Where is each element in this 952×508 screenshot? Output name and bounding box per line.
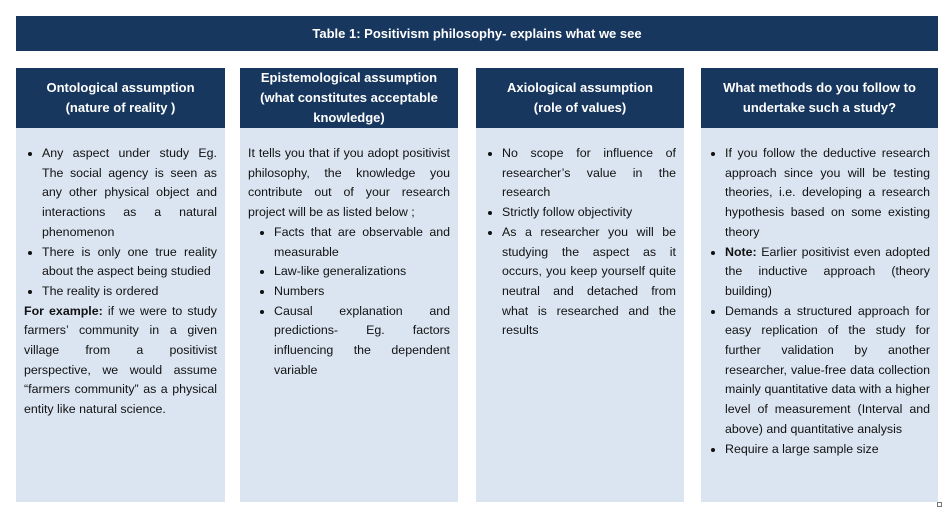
list-item xyxy=(725,243,930,302)
heading-line: Epistemological assumption xyxy=(260,70,438,85)
bullet-list xyxy=(24,144,217,302)
resize-handle xyxy=(937,502,942,507)
table-title: Table 1: Positivism philosophy- explains what we see xyxy=(16,16,938,51)
column-heading xyxy=(16,68,225,128)
column-heading xyxy=(240,68,458,128)
heading-line: (role of values) xyxy=(533,100,627,115)
note-label: Note: xyxy=(725,244,757,259)
list-item: • Demands a structured approach for easy replication of the study for further validation by another researcher, value-free data collection mainly quantitative data with a higher level of measurement (Interval and above) and quantitative analysis xyxy=(725,302,930,440)
list-item: • The reality is ordered xyxy=(42,282,217,302)
heading-line: Axiological assumption xyxy=(507,80,653,95)
column-ontological xyxy=(16,68,225,502)
heading-line: (nature of reality ) xyxy=(65,100,176,115)
list-item: • Law-like generalizations xyxy=(274,262,450,282)
column-body xyxy=(240,128,458,380)
list-item: • If you follow the deductive research approach since you will be testing theories, i.e. developing a research hypothesis based on some existing theory xyxy=(725,144,930,243)
list-item: • As a researcher you will be studying the aspect as it occurs, you keep yourself quite neutral and detached from what is researched and the results xyxy=(502,223,676,341)
column-methods xyxy=(701,68,938,502)
example-label: For example: xyxy=(24,303,103,318)
list-item: • Causal explanation and predictions- Eg. factors influencing the dependent variable xyxy=(274,302,450,381)
column-body xyxy=(476,128,684,341)
example-paragraph xyxy=(24,302,217,420)
list-item: • Facts that are observable and measurable xyxy=(274,223,450,262)
column-epistemological xyxy=(240,68,458,502)
list-item: • Numbers xyxy=(274,282,450,302)
column-heading xyxy=(701,68,938,128)
intro-paragraph: It tells you that if you adopt positivist philosophy, the knowledge you contribute out of your research project will be as listed below ; xyxy=(248,146,450,220)
heading-line: What methods do you follow to xyxy=(723,80,916,95)
column-body xyxy=(701,128,938,459)
example-text: if we were to study farmers’ community in a given village from a positivist perspective, we would assume “farmers community” as a physical entity like natural science. xyxy=(24,303,217,417)
list-item: • Strictly follow objectivity xyxy=(502,203,676,223)
list-item: • Any aspect under study Eg. The social agency is seen as any other physical object and interactions as a natural phenomenon xyxy=(42,144,217,243)
heading-line: (what constitutes acceptable xyxy=(260,90,438,105)
column-heading xyxy=(476,68,684,128)
heading-line: undertake such a study? xyxy=(742,100,897,115)
list-item: • Require a large sample size xyxy=(725,440,930,460)
heading-line: knowledge) xyxy=(313,110,385,125)
list-item: • There is only one true reality about the aspect being studied xyxy=(42,243,217,282)
heading-line: Ontological assumption xyxy=(46,80,195,95)
note-text: Earlier positivist even adopted the inductive approach (theory building) xyxy=(725,244,930,298)
column-body xyxy=(16,128,225,420)
bullet-list xyxy=(709,144,930,459)
column-axiological xyxy=(476,68,684,502)
bullet-list xyxy=(484,144,676,341)
bullet-list xyxy=(248,223,450,381)
list-item: • No scope for influence of researcher’s value in the research xyxy=(502,144,676,203)
